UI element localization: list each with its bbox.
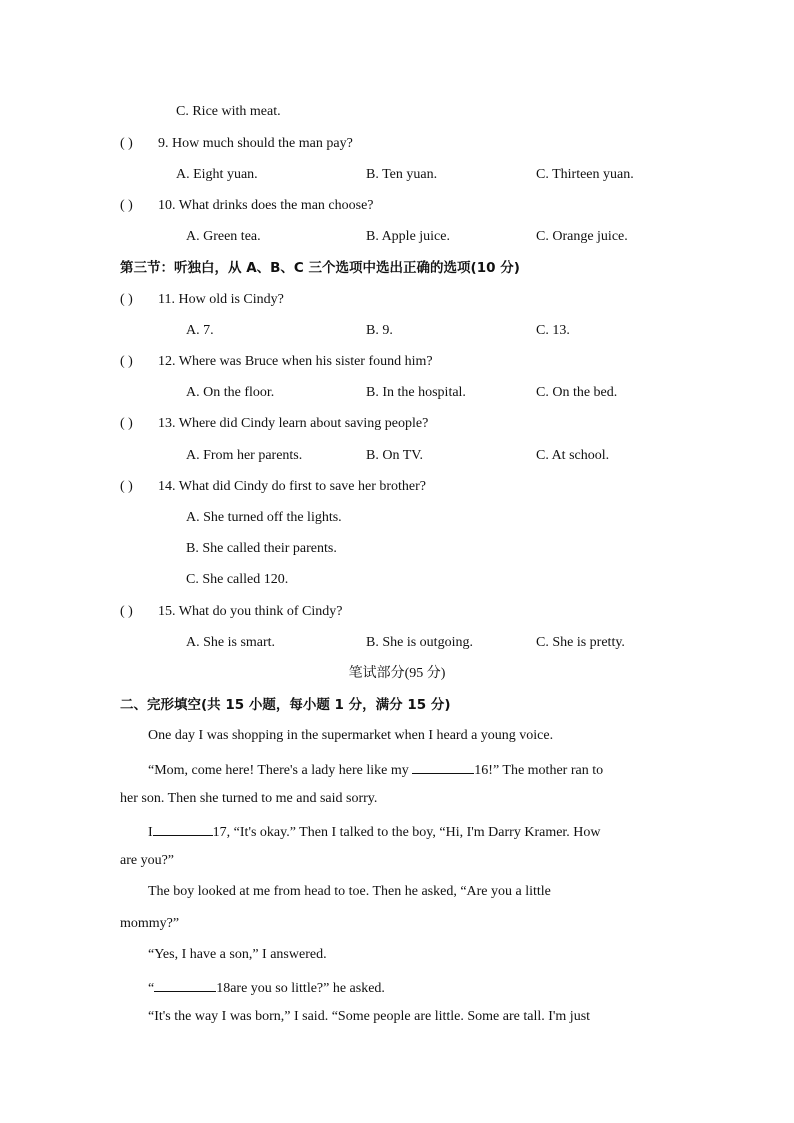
q13-option-b: B. On TV. (366, 448, 424, 463)
part2-cloze-heading: 二、完形填空(共 15 小题，每小题 1 分，满分 15 分) (120, 697, 451, 713)
q12-answer-paren[interactable]: ( ) (120, 354, 133, 369)
passage-paragraph-2-line-2: her son. Then she turned to me and said sorry. (120, 791, 378, 806)
q14-answer-paren[interactable]: ( ) (120, 479, 133, 494)
q14-question: 14. What did Cindy do first to save her brother? (158, 479, 427, 494)
q13-option-a: A. From her parents. (186, 448, 303, 463)
passage-paragraph-6 (148, 977, 385, 998)
q10-option-b: B. Apple juice. (366, 229, 450, 244)
passage-text: 18are you so little?” he asked. (216, 981, 385, 996)
q15-option-a: A. She is smart. (186, 635, 276, 650)
q11-answer-paren[interactable]: ( ) (120, 292, 133, 307)
q11-option-a: A. 7. (186, 323, 214, 338)
passage-text: 16!” The mother ran to (474, 763, 604, 778)
passage-paragraph-3-line-1 (148, 821, 601, 842)
q9-option-a: A. Eight yuan. (176, 167, 258, 182)
passage-paragraph-4-line-1: The boy looked at me from head to toe. Then he asked, “Are you a little (148, 884, 551, 899)
blank-16[interactable] (412, 759, 474, 774)
q12-option-c: C. On the bed. (536, 385, 618, 400)
q9-option-c: C. Thirteen yuan. (536, 167, 634, 182)
passage-paragraph-3-line-2: are you?” (120, 853, 175, 868)
passage-text: I (148, 825, 153, 840)
q11-option-c: C. 13. (536, 323, 570, 338)
q14-option-b: B. She called their parents. (186, 541, 337, 556)
q12-question: 12. Where was Bruce when his sister found him? (158, 354, 433, 369)
q11-option-b: B. 9. (366, 323, 393, 338)
q11-question: 11. How old is Cindy? (158, 292, 284, 307)
passage-paragraph-1: One day I was shopping in the supermarket when I heard a young voice. (148, 728, 554, 743)
q15-question: 15. What do you think of Cindy? (158, 604, 343, 619)
q15-answer-paren[interactable]: ( ) (120, 604, 133, 619)
passage-paragraph-2-line-1 (148, 759, 603, 780)
q10-option-a: A. Green tea. (186, 229, 261, 244)
q9-option-b: B. Ten yuan. (366, 167, 438, 182)
passage-paragraph-7: “It's the way I was born,” I said. “Some people are little. Some are tall. I'm just (148, 1009, 591, 1024)
section3-heading: 第三节：听独白，从 A、B、C 三个选项中选出正确的选项(10 分) (120, 260, 520, 276)
q12-option-b: B. In the hospital. (366, 385, 466, 400)
q13-option-c: C. At school. (536, 448, 610, 463)
passage-paragraph-4-line-2: mommy?” (120, 916, 180, 931)
blank-18[interactable] (154, 977, 216, 992)
q13-answer-paren[interactable]: ( ) (120, 416, 133, 431)
written-part-heading: 笔试部分(95 分) (348, 666, 446, 681)
q10-question: 10. What drinks does the man choose? (158, 198, 374, 213)
passage-text: “ (148, 981, 155, 996)
q15-option-b: B. She is outgoing. (366, 635, 473, 650)
q12-option-a: A. On the floor. (186, 385, 275, 400)
q14-option-a: A. She turned off the lights. (186, 510, 342, 525)
q8-option-c: C. Rice with meat. (176, 104, 281, 119)
q9-question: 9. How much should the man pay? (158, 136, 353, 151)
passage-text: “Mom, come here! There's a lady here like my (148, 763, 413, 778)
passage-paragraph-5: “Yes, I have a son,” I answered. (148, 947, 327, 962)
q15-option-c: C. She is pretty. (536, 635, 625, 650)
q9-answer-paren[interactable]: ( ) (120, 136, 133, 151)
q10-answer-paren[interactable]: ( ) (120, 198, 133, 213)
blank-17[interactable] (153, 821, 213, 836)
q10-option-c: C. Orange juice. (536, 229, 628, 244)
q14-option-c: C. She called 120. (186, 572, 289, 587)
q13-question: 13. Where did Cindy learn about saving people? (158, 416, 429, 431)
passage-text: 17, “It's okay.” Then I talked to the boy, “Hi, I'm Darry Kramer. How (212, 825, 601, 840)
